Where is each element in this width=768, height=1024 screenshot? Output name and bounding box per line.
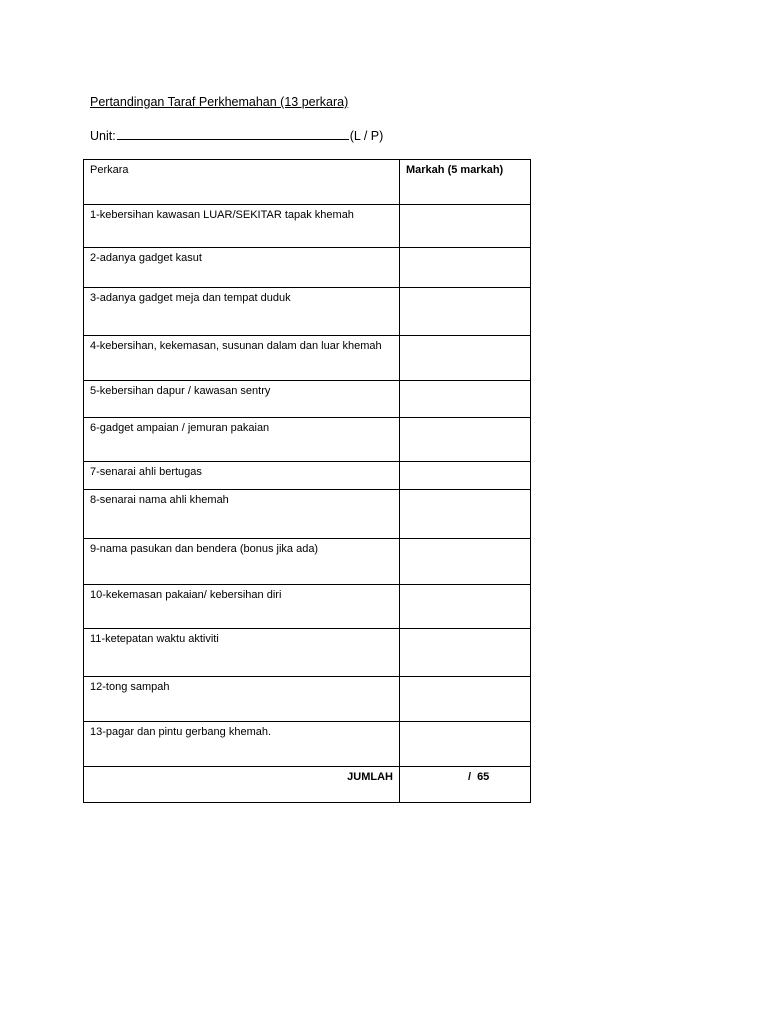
row-item: 9-nama pasukan dan bendera (bonus jika ada) bbox=[84, 539, 400, 585]
row-item: 8-senarai nama ahli khemah bbox=[84, 490, 400, 539]
row-item: 10-kekemasan pakaian/ kebersihan diri bbox=[84, 585, 400, 629]
row-mark-cell[interactable] bbox=[400, 205, 531, 248]
total-mark-cell[interactable] bbox=[400, 767, 531, 803]
header-mark: Markah (5 markah) bbox=[400, 160, 531, 205]
total-label: JUMLAH bbox=[84, 767, 400, 803]
row-item: 12-tong sampah bbox=[84, 677, 400, 722]
row-item: 13-pagar dan pintu gerbang khemah. bbox=[84, 722, 400, 767]
table-row bbox=[84, 629, 531, 677]
table-row bbox=[84, 288, 531, 336]
row-mark-cell[interactable] bbox=[400, 722, 531, 767]
row-mark-cell[interactable] bbox=[400, 381, 531, 418]
table-row bbox=[84, 418, 531, 462]
row-item: 4-kebersihan, kekemasan, susunan dalam dan luar khemah bbox=[84, 336, 400, 381]
header-item: Perkara bbox=[84, 160, 400, 205]
table-row bbox=[84, 462, 531, 490]
total-max-value: 65 bbox=[477, 771, 490, 783]
unit-label: Unit: bbox=[90, 129, 116, 143]
row-mark-cell[interactable] bbox=[400, 539, 531, 585]
table-row bbox=[84, 381, 531, 418]
table-row bbox=[84, 205, 531, 248]
unit-field-line bbox=[90, 128, 383, 143]
row-item: 2-adanya gadget kasut bbox=[84, 248, 400, 288]
score-table bbox=[83, 159, 531, 803]
row-item: 3-adanya gadget meja dan tempat duduk bbox=[84, 288, 400, 336]
row-mark-cell[interactable] bbox=[400, 248, 531, 288]
row-mark-cell[interactable] bbox=[400, 418, 531, 462]
table-row bbox=[84, 336, 531, 381]
row-mark-cell[interactable] bbox=[400, 288, 531, 336]
unit-gender-suffix: (L / P) bbox=[349, 129, 384, 143]
row-item: 6-gadget ampaian / jemuran pakaian bbox=[84, 418, 400, 462]
page-title: Pertandingan Taraf Perkhemahan (13 perkara) bbox=[90, 95, 349, 109]
total-slash: / bbox=[468, 771, 472, 783]
row-mark-cell[interactable] bbox=[400, 629, 531, 677]
table-row bbox=[84, 490, 531, 539]
row-item: 7-senarai ahli bertugas bbox=[84, 462, 400, 490]
table-row bbox=[84, 585, 531, 629]
row-item: 5-kebersihan dapur / kawasan sentry bbox=[84, 381, 400, 418]
row-mark-cell[interactable] bbox=[400, 336, 531, 381]
row-mark-cell[interactable] bbox=[400, 462, 531, 490]
total-row bbox=[84, 767, 531, 803]
row-mark-cell[interactable] bbox=[400, 585, 531, 629]
row-mark-cell[interactable] bbox=[400, 490, 531, 539]
unit-blank-field[interactable] bbox=[117, 128, 349, 140]
row-item: 11-ketepatan waktu aktiviti bbox=[84, 629, 400, 677]
row-mark-cell[interactable] bbox=[400, 677, 531, 722]
row-item: 1-kebersihan kawasan LUAR/SEKITAR tapak khemah bbox=[84, 205, 400, 248]
table-row bbox=[84, 722, 531, 767]
table-header-row bbox=[84, 160, 531, 205]
table-row bbox=[84, 677, 531, 722]
table-row bbox=[84, 539, 531, 585]
table-row bbox=[84, 248, 531, 288]
